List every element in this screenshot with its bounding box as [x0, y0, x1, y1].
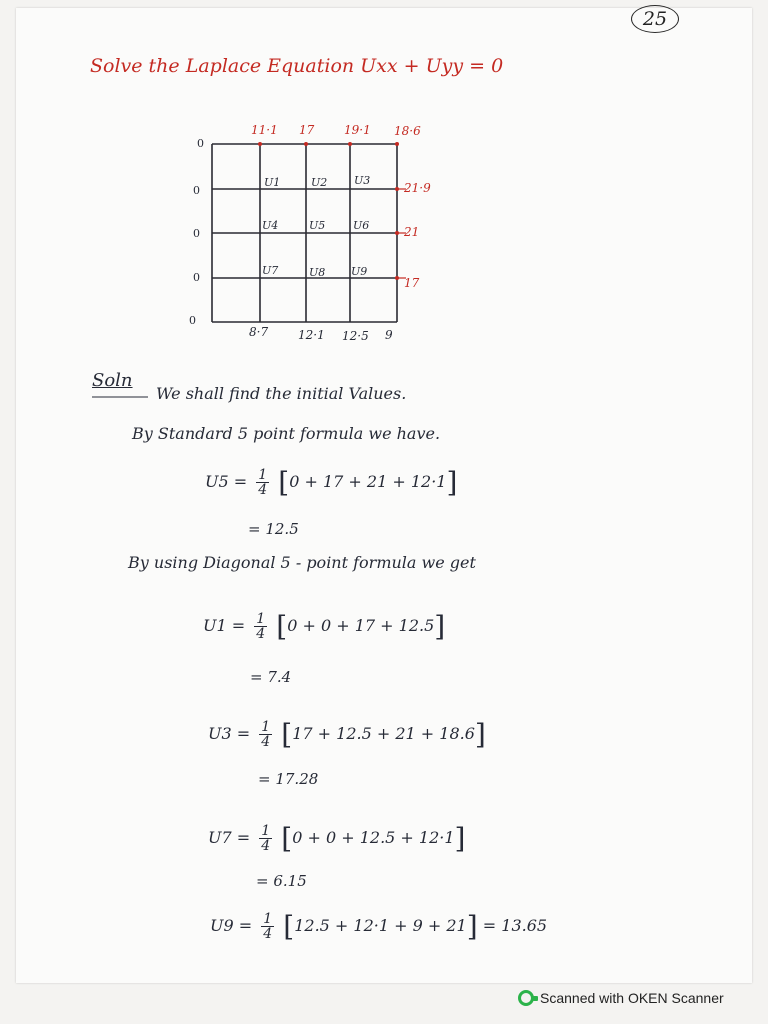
equation-u1: U1 = $\frac{1}{4}$ [0 + 0 + 17 + 12.5] — [203, 610, 446, 643]
equation-rhs: 17 + 12.5 + 21 + 18.6 — [292, 724, 475, 743]
equation-rhs: 0 + 17 + 21 + 12·1 — [289, 472, 447, 491]
grid-top-label: 19·1 — [344, 123, 371, 137]
equation-lhs: U3 = — [208, 724, 251, 743]
grid-cell-label: U2 — [311, 176, 328, 189]
grid-right-label: 21 — [404, 225, 420, 239]
grid-cell-label: U8 — [309, 266, 326, 279]
fraction — [261, 912, 274, 941]
problem-statement: Solve the Laplace Equation Uxx + Uyy = 0 — [90, 55, 504, 77]
fraction — [259, 720, 272, 749]
grid-top-label: 11·1 — [251, 123, 278, 137]
grid-left-label: 0 — [189, 314, 196, 327]
solution-line: We shall find the initial Values. — [156, 384, 407, 403]
equation-u5: U5 = $\frac{1}{4}$ [0 + 17 + 21 + 12·1] — [205, 466, 458, 499]
grid-cell-label: U1 — [264, 176, 281, 189]
equation-lhs: U1 = — [203, 616, 246, 635]
equation-result: = 17.28 — [258, 770, 319, 788]
solution-heading: Soln — [92, 370, 133, 391]
fraction-denominator: 4 — [256, 626, 266, 642]
fraction-numerator: 1 — [261, 823, 271, 839]
scanner-text: Scanned with OKEN Scanner — [540, 990, 724, 1006]
scanner-watermark — [518, 990, 724, 1006]
equation-rhs: 12.5 + 12·1 + 9 + 21 — [294, 916, 467, 935]
grid-left-label: 0 — [193, 184, 200, 197]
equation-u3: U3 = $\frac{1}{4}$ [17 + 12.5 + 21 + 18.6] — [208, 718, 486, 751]
grid-right-label: 17 — [404, 276, 420, 290]
solution-line: By using Diagonal 5 - point formula we get — [128, 553, 476, 572]
grid-top-label: 17 — [299, 123, 315, 137]
grid-cell-label: U9 — [351, 265, 368, 278]
grid-left-label: 0 — [197, 137, 204, 150]
equation-lhs: U7 = — [208, 828, 251, 847]
equation-result: = 7.4 — [250, 668, 292, 686]
fraction — [259, 824, 272, 853]
fraction-denominator: 4 — [261, 838, 271, 854]
fraction-numerator: 1 — [261, 719, 271, 735]
fraction-denominator: 4 — [258, 482, 268, 498]
equation-u7: U7 = $\frac{1}{4}$ [0 + 0 + 12.5 + 12·1] — [208, 822, 466, 855]
grid-right-label: 21·9 — [404, 181, 431, 195]
fraction-numerator: 1 — [256, 611, 266, 627]
grid-left-label: 0 — [193, 271, 200, 284]
fraction-numerator: 1 — [258, 467, 268, 483]
grid-top-label: 18·6 — [394, 124, 421, 138]
grid-bottom-label: 9 — [385, 328, 393, 342]
fraction-denominator: 4 — [261, 734, 271, 750]
solution-line: By Standard 5 point formula we have. — [132, 424, 441, 443]
grid-bottom-label: 8·7 — [249, 325, 269, 339]
fraction-numerator: 1 — [263, 911, 273, 927]
grid-bottom-label: 12·5 — [342, 329, 369, 343]
equation-lhs: U9 = — [210, 916, 253, 935]
scanner-logo-icon — [518, 990, 534, 1006]
fraction — [256, 468, 269, 497]
equation-result: = 6.15 — [256, 872, 307, 890]
grid-cell-label: U3 — [354, 174, 371, 187]
equation-rhs: 0 + 0 + 12.5 + 12·1 — [292, 828, 455, 847]
fraction-denominator: 4 — [263, 926, 273, 942]
equation-u9: U9 = $\frac{1}{4}$ [12.5 + 12·1 + 9 + 21] = 13.65 — [210, 910, 548, 943]
equation-lhs: U5 = — [205, 472, 248, 491]
grid-cell-label: U7 — [262, 264, 279, 277]
equation-rhs: 0 + 0 + 17 + 12.5 — [287, 616, 435, 635]
grid-cell-label: U6 — [353, 219, 370, 232]
grid-cell-label: U4 — [262, 219, 279, 232]
page-number: 25 — [631, 5, 679, 33]
fraction — [254, 612, 267, 641]
grid-cell-label: U5 — [309, 219, 326, 232]
grid-left-label: 0 — [193, 227, 200, 240]
equation-result: = 12.5 — [248, 520, 299, 538]
grid-bottom-label: 12·1 — [298, 328, 325, 342]
equation-result: = 13.65 — [482, 916, 548, 935]
